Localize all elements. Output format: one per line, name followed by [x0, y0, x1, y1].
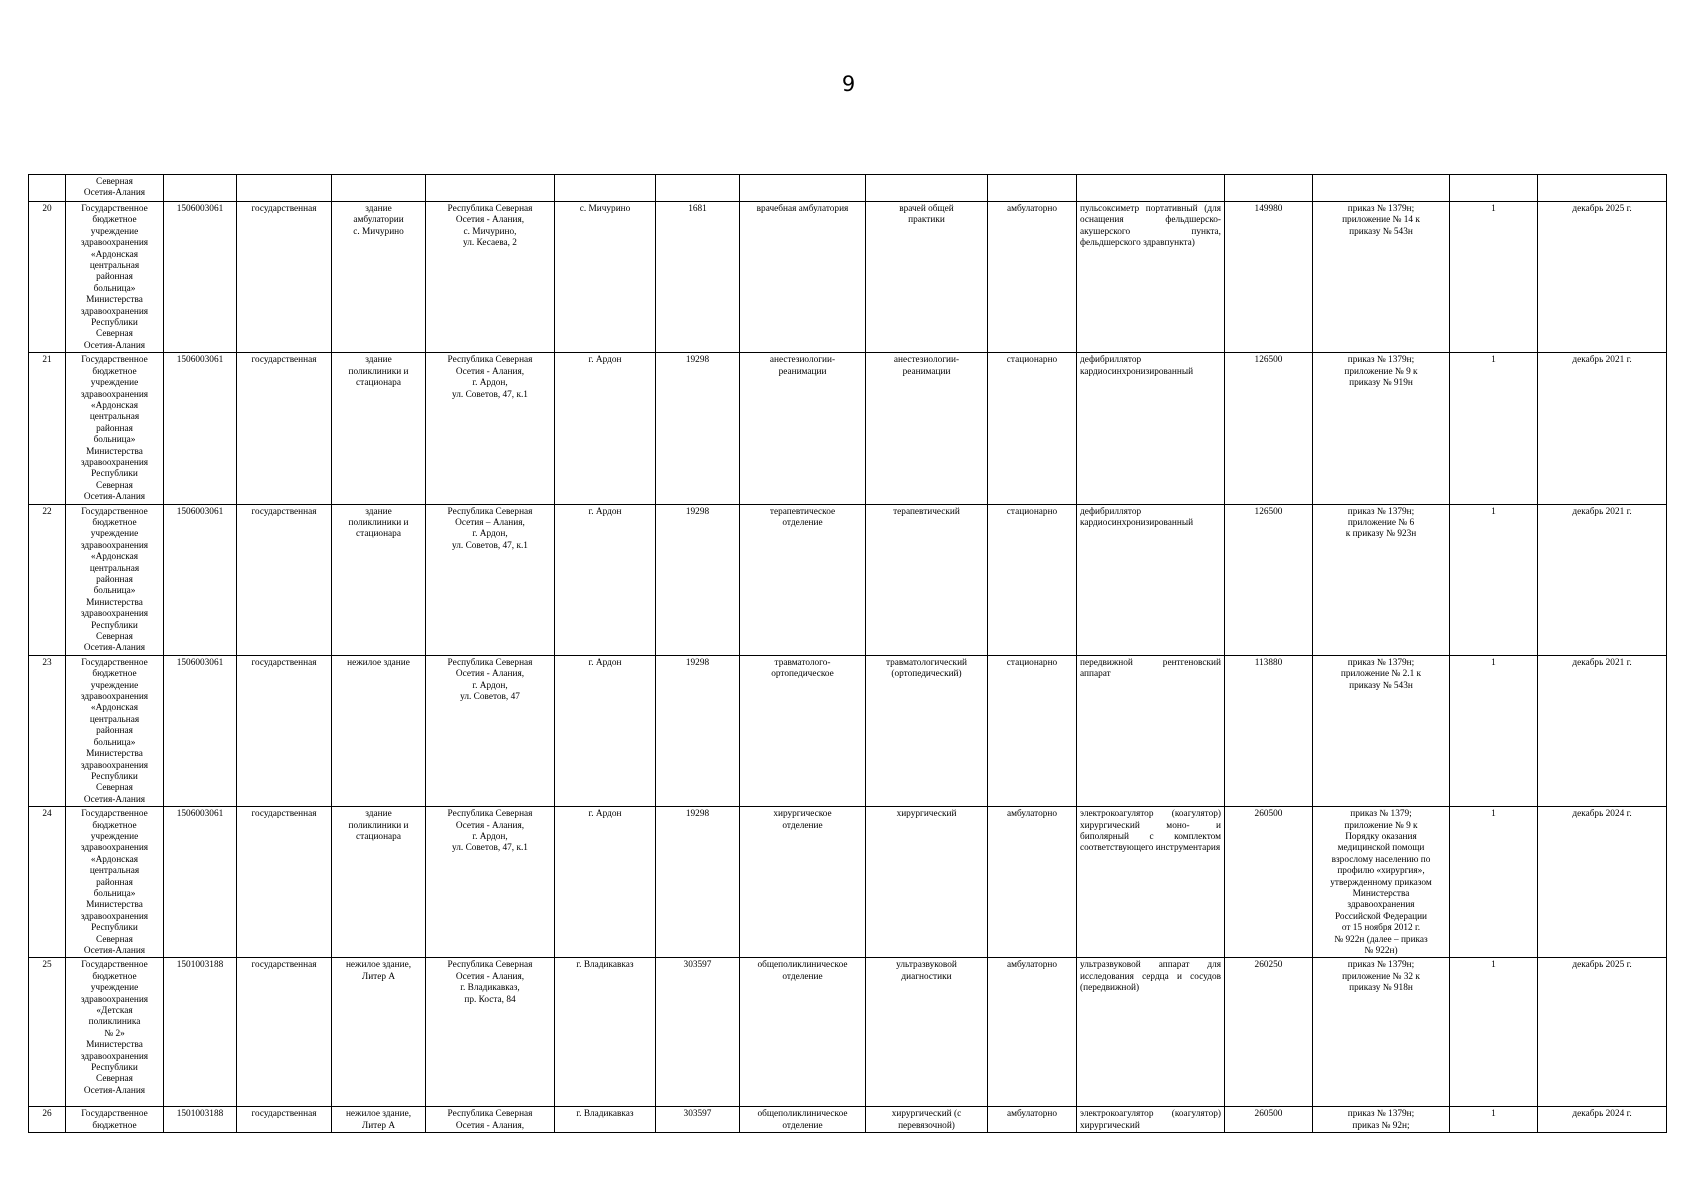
cell-profile: хирургический (с перевязочной) [866, 1107, 988, 1133]
cell-num: 26 [29, 1107, 66, 1133]
cell-price [1225, 175, 1313, 202]
cell-population: 303597 [656, 958, 740, 1107]
table-row-continued [29, 175, 1667, 202]
cell-building: здание амбулатории с. Мичурино [332, 202, 426, 353]
cell-order: приказ № 1379н; приложение № 14 к приказу № 543н [1313, 202, 1450, 353]
cell-org: Государственное бюджетное [66, 1107, 164, 1133]
cell-department: травматолого- ортопедическое [740, 655, 866, 806]
cell-profile: травматологический (ортопедический) [866, 655, 988, 806]
cell-qty: 1 [1450, 655, 1538, 806]
cell-date: декабрь 2024 г. [1538, 807, 1667, 958]
cell-org: Государственное бюджетное учреждение здравоохранения «Ардонская центральная районная больница» Министерства здравоохранения Республики Северная Осетия-Алания [66, 807, 164, 958]
cell-num: 21 [29, 353, 66, 504]
cell-price: 113880 [1225, 655, 1313, 806]
cell-code: 1506003061 [164, 504, 237, 655]
cell-department: терапевтическое отделение [740, 504, 866, 655]
cell-profile: терапевтический [866, 504, 988, 655]
cell-population: 19298 [656, 655, 740, 806]
cell-building: здание поликлиники и стационара [332, 353, 426, 504]
cell-address [426, 175, 555, 202]
cell-population: 303597 [656, 1107, 740, 1133]
cell-price: 149980 [1225, 202, 1313, 353]
cell-conditions: стационарно [988, 655, 1077, 806]
cell-conditions: стационарно [988, 353, 1077, 504]
cell-department: общеполиклиническое отделение [740, 958, 866, 1107]
cell-department: хирургическое отделение [740, 807, 866, 958]
cell-profile: анестезиологии- реанимации [866, 353, 988, 504]
cell-population [656, 175, 740, 202]
equipment-table [28, 174, 1667, 1133]
cell-conditions: амбулаторно [988, 202, 1077, 353]
cell-settlement: г. Ардон [555, 353, 656, 504]
cell-building [332, 175, 426, 202]
cell-num [29, 175, 66, 202]
cell-org: Государственное бюджетное учреждение здравоохранения «Детская поликлиника № 2» Министерства здравоохранения Республики Северная Осетия-Алания [66, 958, 164, 1107]
cell-conditions [988, 175, 1077, 202]
cell-org: Государственное бюджетное учреждение здравоохранения «Ардонская центральная районная больница» Министерства здравоохранения Республики Северная Осетия-Алания [66, 353, 164, 504]
cell-price: 126500 [1225, 353, 1313, 504]
cell-department [740, 175, 866, 202]
cell-address: Республика Северная Осетия - Алания, г. Владикавказ, пр. Коста, 84 [426, 958, 555, 1107]
cell-building: нежилое здание, Литер А [332, 958, 426, 1107]
cell-num: 22 [29, 504, 66, 655]
cell-qty: 1 [1450, 504, 1538, 655]
cell-date: декабрь 2021 г. [1538, 353, 1667, 504]
cell-num: 20 [29, 202, 66, 353]
cell-profile: ультразвуковой диагностики [866, 958, 988, 1107]
cell-qty: 1 [1450, 1107, 1538, 1133]
cell-equipment: пульсоксиметр портативный (для оснащения фельдшерско-акушерского пункта, фельдшерского здравпункта) [1077, 202, 1225, 353]
cell-code: 1506003061 [164, 202, 237, 353]
cell-org: Государственное бюджетное учреждение здравоохранения «Ардонская центральная районная больница» Министерства здравоохранения Республики Северная Осетия-Алания [66, 202, 164, 353]
cell-date: декабрь 2025 г. [1538, 202, 1667, 353]
table-row [29, 958, 1667, 1107]
cell-address: Республика Северная Осетия - Алания, г. Ардон, ул. Советов, 47 [426, 655, 555, 806]
cell-qty: 1 [1450, 958, 1538, 1107]
cell-qty: 1 [1450, 353, 1538, 504]
cell-conditions: амбулаторно [988, 807, 1077, 958]
cell-ownership: государственная [237, 1107, 332, 1133]
cell-code: 1506003061 [164, 807, 237, 958]
cell-address: Республика Северная Осетия - Алания, г. Ардон, ул. Советов, 47, к.1 [426, 807, 555, 958]
cell-date: декабрь 2024 г. [1538, 1107, 1667, 1133]
cell-code: 1501003188 [164, 958, 237, 1107]
cell-ownership [237, 175, 332, 202]
cell-population: 1681 [656, 202, 740, 353]
cell-code: 1506003061 [164, 655, 237, 806]
cell-date: декабрь 2021 г. [1538, 504, 1667, 655]
cell-ownership: государственная [237, 807, 332, 958]
cell-settlement: г. Ардон [555, 655, 656, 806]
cell-profile: хирургический [866, 807, 988, 958]
table-row [29, 504, 1667, 655]
table-row [29, 353, 1667, 504]
cell-conditions: амбулаторно [988, 958, 1077, 1107]
cell-settlement: г. Ардон [555, 504, 656, 655]
cell-order: приказ № 1379н; приложение № 9 к приказу № 919н [1313, 353, 1450, 504]
cell-num: 25 [29, 958, 66, 1107]
cell-equipment: передвижной рентгеновский аппарат [1077, 655, 1225, 806]
cell-price: 260250 [1225, 958, 1313, 1107]
cell-code [164, 175, 237, 202]
cell-population: 19298 [656, 504, 740, 655]
cell-equipment: электрокоагулятор (коагулятор) хирургический моно- и биполярный с комплектом соответствующего инструментария [1077, 807, 1225, 958]
cell-price: 260500 [1225, 1107, 1313, 1133]
cell-date [1538, 175, 1667, 202]
cell-building: здание поликлиники и стационара [332, 504, 426, 655]
cell-population: 19298 [656, 807, 740, 958]
cell-org: Государственное бюджетное учреждение здравоохранения «Ардонская центральная районная больница» Министерства здравоохранения Республики Северная Осетия-Алания [66, 504, 164, 655]
cell-building: нежилое здание, Литер А [332, 1107, 426, 1133]
cell-ownership: государственная [237, 655, 332, 806]
cell-conditions: амбулаторно [988, 1107, 1077, 1133]
table-row [29, 807, 1667, 958]
cell-settlement: г. Ардон [555, 807, 656, 958]
cell-order: приказ № 1379н; приложение № 32 к приказу № 918н [1313, 958, 1450, 1107]
page-number: 9 [841, 72, 856, 96]
cell-order: приказ № 1379н; приказ № 92н; [1313, 1107, 1450, 1133]
cell-price: 126500 [1225, 504, 1313, 655]
cell-num: 23 [29, 655, 66, 806]
table-row [29, 202, 1667, 353]
cell-settlement [555, 175, 656, 202]
cell-equipment: дефибриллятор кардиосинхронизированный [1077, 353, 1225, 504]
cell-ownership: государственная [237, 353, 332, 504]
table-row [29, 655, 1667, 806]
cell-code: 1506003061 [164, 353, 237, 504]
cell-equipment: электрокоагулятор (коагулятор) хирургический [1077, 1107, 1225, 1133]
cell-order: приказ № 1379н; приложение № 6 к приказу № 923н [1313, 504, 1450, 655]
cell-settlement: г. Владикавказ [555, 1107, 656, 1133]
cell-date: декабрь 2021 г. [1538, 655, 1667, 806]
cell-department: врачебная амбулатория [740, 202, 866, 353]
cell-org: Северная Осетия-Алания [66, 175, 164, 202]
cell-department: общеполиклиническое отделение [740, 1107, 866, 1133]
cell-population: 19298 [656, 353, 740, 504]
cell-address: Республика Северная Осетия - Алания, с. Мичурино, ул. Кесаева, 2 [426, 202, 555, 353]
cell-address: Республика Северная Осетия - Алания, г. Ардон, ул. Советов, 47, к.1 [426, 353, 555, 504]
cell-ownership: государственная [237, 504, 332, 655]
cell-address: Республика Северная Осетия – Алания, г. Ардон, ул. Советов, 47, к.1 [426, 504, 555, 655]
cell-profile [866, 175, 988, 202]
cell-org: Государственное бюджетное учреждение здравоохранения «Ардонская центральная районная больница» Министерства здравоохранения Республики Северная Осетия-Алания [66, 655, 164, 806]
table-row [29, 1107, 1667, 1133]
cell-qty: 1 [1450, 807, 1538, 958]
cell-building: здание поликлиники и стационара [332, 807, 426, 958]
cell-settlement: г. Владикавказ [555, 958, 656, 1107]
cell-profile: врачей общей практики [866, 202, 988, 353]
cell-order [1313, 175, 1450, 202]
cell-equipment [1077, 175, 1225, 202]
cell-conditions: стационарно [988, 504, 1077, 655]
cell-equipment: ультразвуковой аппарат для исследования сердца и сосудов (передвижной) [1077, 958, 1225, 1107]
cell-settlement: с. Мичурино [555, 202, 656, 353]
cell-order: приказ № 1379; приложение № 9 к Порядку оказания медицинской помощи взрослому населению по профилю «хирургия», утвержденному приказом Министерства здравоохранения Российской Федерации от 15 ноября 2012 г. № 922н (далее – приказ № 922н) [1313, 807, 1450, 958]
cell-ownership: государственная [237, 202, 332, 353]
cell-address: Республика Северная Осетия - Алания, [426, 1107, 555, 1133]
cell-qty: 1 [1450, 202, 1538, 353]
cell-department: анестезиологии- реанимации [740, 353, 866, 504]
cell-price: 260500 [1225, 807, 1313, 958]
cell-code: 1501003188 [164, 1107, 237, 1133]
cell-order: приказ № 1379н; приложение № 2.1 к приказу № 543н [1313, 655, 1450, 806]
cell-num: 24 [29, 807, 66, 958]
cell-equipment: дефибриллятор кардиосинхронизированный [1077, 504, 1225, 655]
cell-building: нежилое здание [332, 655, 426, 806]
cell-ownership: государственная [237, 958, 332, 1107]
cell-qty [1450, 175, 1538, 202]
cell-date: декабрь 2025 г. [1538, 958, 1667, 1107]
